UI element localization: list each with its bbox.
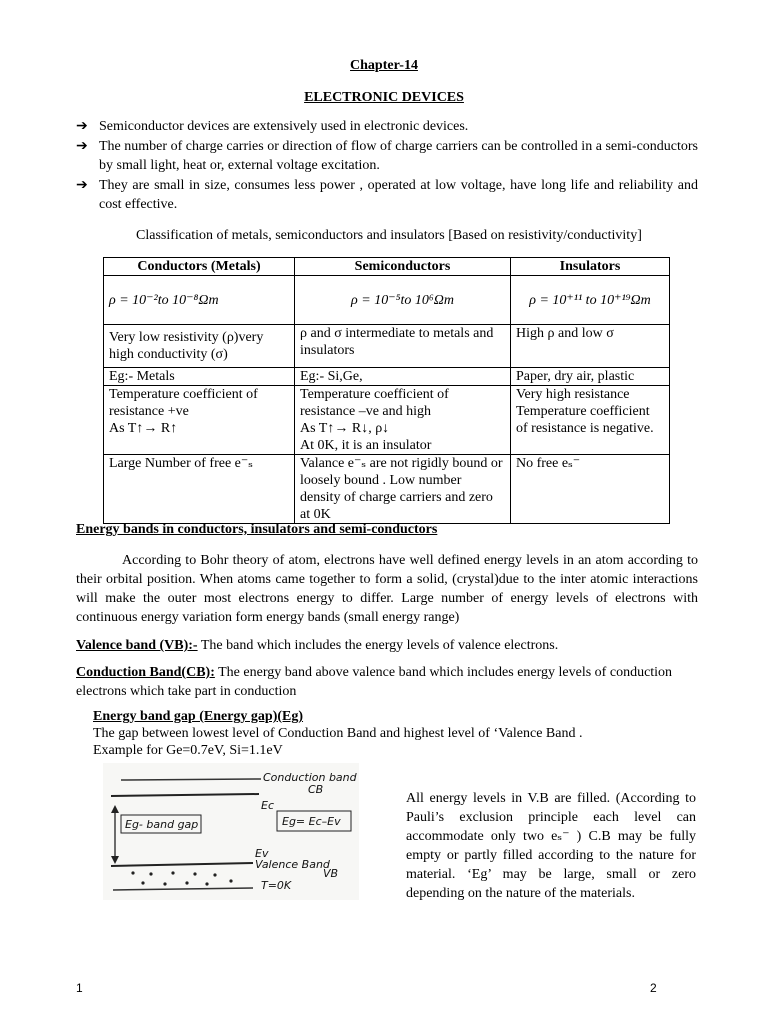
table-header-row — [104, 258, 670, 276]
table-cell: Temperature coefficient of resistance –ve and high As T↑→ R↓, ρ↓ At 0K, it is an insulator — [295, 386, 511, 455]
valence-band-definition — [76, 636, 698, 655]
bullet-text: The number of charge carries or direction of flow of charge carriers can be controlled in a semi-conductors by small light, heat or, external voltage excitation. — [99, 139, 698, 173]
conduction-band-text: The energy band above valence band which includes energy levels of conduction electrons which take part in conduction — [76, 665, 673, 699]
energy-gap-section — [93, 708, 693, 759]
electron-dot — [149, 872, 152, 875]
chapter-heading: Chapter-14 — [350, 58, 418, 73]
table-caption: Classification of metals, semiconductors and insulators [Based on resistivity/conductivity] — [136, 228, 642, 243]
bullet-text: Semiconductor devices are extensively used in electronic devices. — [99, 119, 469, 134]
table-cell: Eg:- Metals — [104, 368, 295, 386]
conduction-band-definition — [76, 663, 698, 701]
energy-gap-example: Example for Ge=0.7eV, Si=1.1eV — [93, 743, 283, 758]
table-cell: Temperature coefficient of resistance +ve As T↑→ R↑ — [104, 386, 295, 455]
page-number-right: 2 — [650, 981, 657, 995]
vb-label: VB — [323, 867, 339, 880]
temperature-label: T=0K — [261, 879, 292, 892]
table-row-temperature — [104, 386, 670, 455]
band-gap-label: Eg- band gap — [125, 818, 199, 831]
table-cell: ρ = 10⁻²to 10⁻⁸Ωm — [104, 276, 295, 325]
column-header: Conductors (Metals) — [104, 258, 295, 276]
page-number-left: 1 — [76, 981, 83, 995]
column-header: Semiconductors — [295, 258, 511, 276]
bullet-item — [76, 117, 698, 136]
valence-band-label: Valence band (VB):- — [76, 638, 198, 653]
table-cell: ρ and σ intermediate to metals and insulators — [295, 325, 511, 368]
energy-gap-definition: The gap between lowest level of Conduction Band and highest level of ‘Valence Band . — [93, 726, 583, 741]
electron-dot — [205, 882, 208, 885]
electron-dot — [213, 873, 216, 876]
conduction-band-label: Conduction Band(CB): — [76, 665, 215, 680]
bullet-item — [76, 137, 698, 175]
valence-band-label: Valence Band — [255, 858, 330, 871]
table-cell: No free eₛ⁻ — [511, 455, 670, 524]
page-title: ELECTRONIC DEVICES — [304, 90, 464, 105]
table-cell: Very high resistance Temperature coefficient of resistance is negative. — [511, 386, 670, 455]
gap-equation: Eg= Ec–Ev — [282, 815, 341, 828]
electron-dot — [229, 879, 232, 882]
table-cell: High ρ and low σ — [511, 325, 670, 368]
energy-band-diagram — [103, 763, 359, 900]
cb-label: CB — [308, 783, 324, 796]
arrow-icon: ➔ — [76, 139, 88, 154]
energy-gap-heading: Energy band gap (Energy gap)(Eg) — [93, 709, 304, 724]
table-row-resistivity — [104, 276, 670, 325]
bullet-text: They are small in size, consumes less power , operated at low voltage, have long life and reliability and cost effective. — [99, 178, 698, 212]
table-cell: Valance e⁻ₛ are not rigidly bound or loosely bound . Low number density of charge carriers and zero at 0K — [295, 455, 511, 524]
table-cell: Very low resistivity (ρ)very high conductivity (σ) — [104, 325, 295, 368]
table-row-electrons — [104, 455, 670, 524]
energy-bands-paragraph: According to Bohr theory of atom, electrons have well defined energy levels in an atom according to their orbital position. When atoms came together to form a solid, (crystal)due to the inter atomic interactions will make the outer most electrons energy to differ. Large number of energy levels of electrons with continuous energy variation form energy bands (small energy range) — [76, 553, 698, 625]
table-row-examples — [104, 368, 670, 386]
energy-bands-heading: Energy bands in conductors, insulators and semi-conductors — [76, 522, 438, 537]
table-cell: Large Number of free e⁻ₛ — [104, 455, 295, 524]
electron-dot — [131, 871, 134, 874]
electron-dot — [163, 882, 166, 885]
column-header: Insulators — [511, 258, 670, 276]
intro-bullet-list — [76, 117, 698, 215]
valence-band-text: The band which includes the energy levels of valence electrons. — [197, 638, 559, 653]
classification-table — [103, 257, 670, 524]
bullet-item — [76, 176, 698, 214]
electron-dot — [185, 881, 188, 884]
band-filling-paragraph: All energy levels in V.B are filled. (According to Pauli’s exclusion principle each level can accommodate only two eₛ⁻ ) C.B may be fully empty or partly filled according to the nature for material. ‘Eg’ may be large, small or zero depending on the nature of the materials. — [406, 791, 696, 901]
arrow-icon: ➔ — [76, 178, 88, 193]
conduction-band-label: Conduction band — [263, 771, 357, 784]
table-cell: ρ = 10⁺¹¹ to 10⁺¹⁹Ωm — [511, 276, 670, 325]
arrow-icon: ➔ — [76, 119, 88, 134]
electron-dot — [141, 881, 144, 884]
table-row-property — [104, 325, 670, 368]
table-cell: Eg:- Si,Ge, — [295, 368, 511, 386]
table-cell: ρ = 10⁻⁵to 10⁶Ωm — [295, 276, 511, 325]
electron-dot — [171, 871, 174, 874]
ec-label: Ec — [261, 799, 274, 812]
ev-label: Ev — [255, 847, 269, 860]
table-cell: Paper, dry air, plastic — [511, 368, 670, 386]
conduction-top-line — [121, 779, 261, 780]
electron-dot — [193, 872, 196, 875]
